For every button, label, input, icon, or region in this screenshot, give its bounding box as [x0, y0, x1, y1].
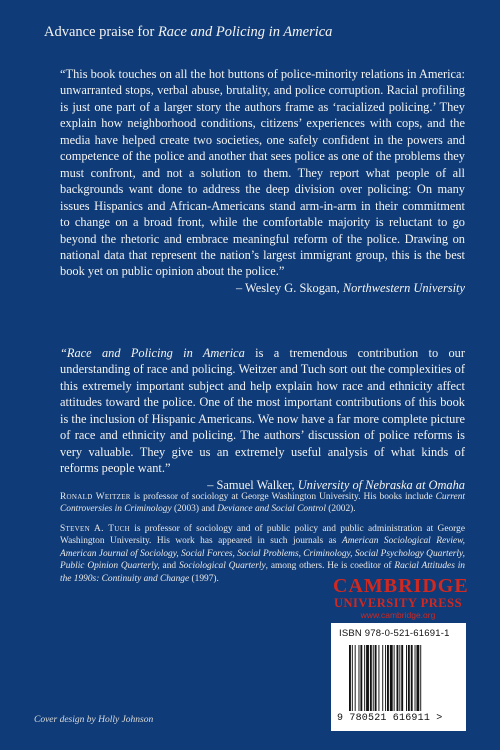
quote-text: is a tremendous contribution to our understanding of race and policing. Weitzer and Tuch sort out the complexities of this extremely important subject and help explain how race and ethnicity affect attitudes toward the police. One of the most important contributions of this book is the inclusion of Hispanic Americans. We now have a far more complete picture of race and ethnicity and policing. The authors’ discussion of police reforms is very valuable. They give us an extremely useful analysis of what kinds of reforms people want.”	[60, 346, 465, 476]
author-bio-weitzer	[60, 491, 465, 516]
bio-text: is professor of sociology at George Washington University. His books include	[130, 492, 436, 502]
book-title: Current Controversies in Criminology	[60, 492, 465, 515]
isbn-barcode	[331, 623, 466, 731]
author-name: Ronald Weitzer	[60, 492, 131, 502]
praise-heading	[44, 24, 332, 41]
praise-quote-walker	[60, 345, 465, 493]
bio-text: (2002).	[325, 504, 356, 515]
bio-text: , among others. He is coeditor of	[265, 561, 395, 572]
book-title: Race and Policing in America	[157, 24, 333, 40]
bio-text: (1997).	[189, 573, 219, 584]
attribution-name: – Samuel Walker,	[207, 477, 298, 492]
bio-text: and	[159, 561, 179, 572]
attribution-name: – Wesley G. Skogan,	[235, 280, 343, 295]
praise-heading-prefix: Advance praise for	[44, 24, 158, 40]
cover-credit: Cover design by Holly Johnson	[34, 715, 154, 725]
barcode-icon	[349, 645, 449, 711]
publisher-name: CAMBRIDGE	[333, 575, 469, 597]
bio-text: is professor of sociology and of public policy and public administration at George Washington University. His work has appeared in such journals as	[60, 524, 465, 547]
praise-quote-skogan	[60, 66, 465, 296]
author-name: Steven A. Tuch	[60, 524, 130, 534]
isbn-text: ISBN 978-0-521-61691-1	[339, 628, 450, 639]
publisher-logo	[333, 575, 469, 621]
quote-book-title: “Race and Policing in America	[60, 346, 245, 360]
quote-text: “This book touches on all the hot buttons of police-minority relations in America: unwarranted stops, verbal abuse, brutality, and police corruption. Racial profiling is just one part of a larger story the authors frame as ‘racialized policing.’ They explain how neighborhood conditions, citizens’ experiences with cops, and the media have helped create two societies, one safely confident in the powers and competence of the police and another that sees police as one of the problems they must confront, and not a solution to them. They report what people of all backgrounds want done to address the deep division over policing: On many issues Hispanics and African-Americans stand arm-in-arm in their commitment to change on a broad front, while the comfortable majority is reluctant to go beyond the rhetoric and embrace meaningful reform of the police. Drawing on national data that represent the nation’s largest immigrant group, this is the best book yet on public opinion about the police.”	[60, 67, 465, 279]
publisher-subname: UNIVERSITY PRESS	[333, 596, 463, 610]
bio-text: (2003) and	[171, 504, 218, 515]
publisher-url: www.cambridge.org	[360, 610, 436, 620]
quote-attribution	[60, 280, 465, 296]
journal-name: Sociological Quarterly	[178, 561, 266, 572]
attribution-affiliation: University of Nebraska at Omaha	[297, 477, 465, 492]
book-title: Racial Attitudes in the 1990s: Continuity and Change	[60, 561, 465, 584]
book-title: Deviance and Social Control	[217, 504, 326, 515]
journal-list: American Sociological Review, American Journal of Sociology, Social Forces, Social Problems, Criminology, Social Psychology Quarterly, Public Opinion Quarterly,	[60, 536, 465, 572]
attribution-affiliation: Northwestern University	[342, 280, 465, 295]
barcode-digits: 9 780521 616911 >	[337, 713, 443, 724]
